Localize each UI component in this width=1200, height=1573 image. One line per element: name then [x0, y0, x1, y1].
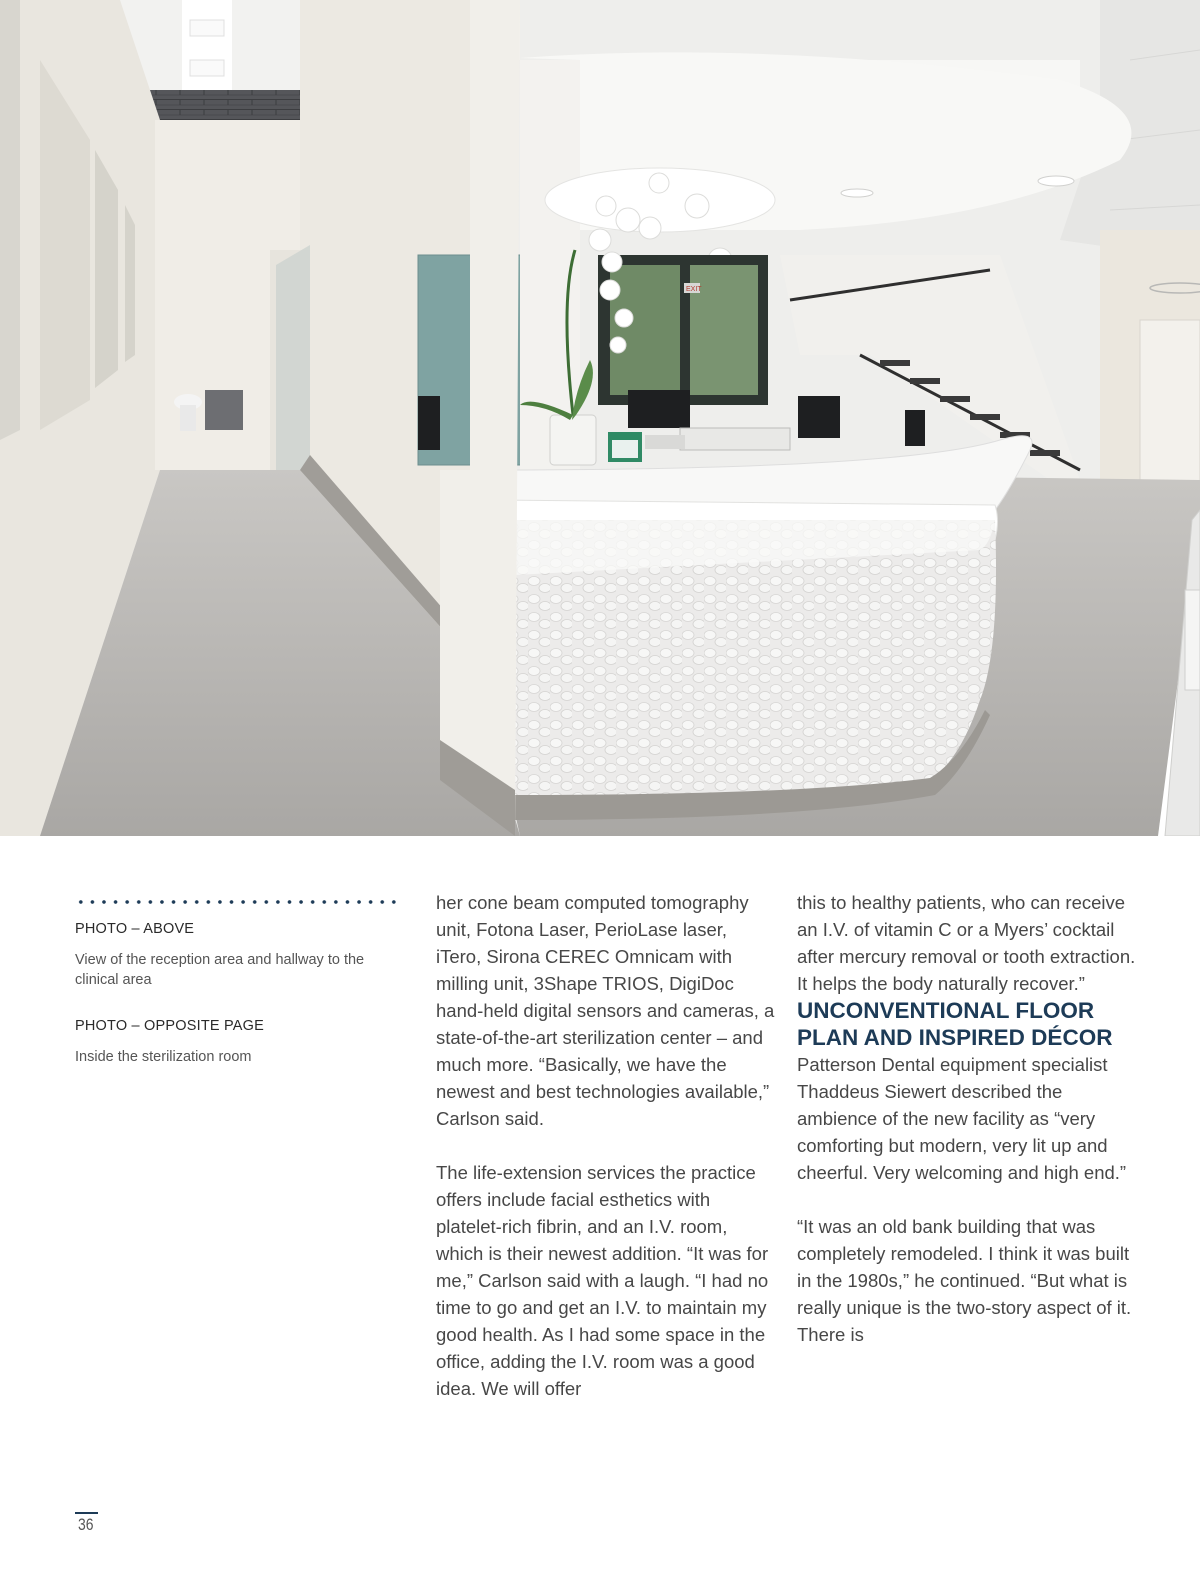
- body-paragraph: “It was an old bank building that was completely remodeled. I think it was built in the 1980s,” he continued. “But what is really unique is the two-story aspect of it. There is: [797, 1216, 1132, 1345]
- caption-text-above: View of the reception area and hallway to the clinical area: [75, 952, 365, 988]
- caption-label-above: PHOTO – ABOVE: [75, 921, 195, 937]
- article-column-2: [436, 889, 776, 1402]
- caption-dot-rule: [75, 898, 401, 906]
- section-heading: UNCONVENTIONAL FLOOR PLAN AND INSPIRED DÉCOR: [797, 998, 1113, 1050]
- page-number: 36: [78, 1515, 94, 1534]
- body-paragraph: Patterson Dental equipment specialist Thaddeus Siewert described the ambience of the new facility as “very comforting but modern, very lit up and cheerful. Very welcoming and high end.”: [797, 1054, 1127, 1183]
- body-paragraph: this to healthy patients, who can receive an I.V. of vitamin C or a Myers’ cocktail after mercury removal or tooth extraction. It helps the body naturally recover.”: [797, 892, 1136, 994]
- body-paragraph: The life-extension services the practice offers include facial esthetics with platelet-rich fibrin, and an I.V. room, which is their newest addition. “It was for me,” Carlson said with a laugh. “I had no time to go and get an I.V. to maintain my good health. As I had some space in the office, adding the I.V. room was a good idea. We will offer: [436, 1162, 769, 1399]
- exit-sign-text: EXIT: [686, 286, 702, 293]
- body-paragraph: her cone beam computed tomography unit, Fotona Laser, PerioLase laser, iTero, Sirona CEREC Omnicam with milling unit, 3Shape TRIOS, DigiDoc hand-held digital sensors and cameras, a state-of-the-art sterilization center – and much more. “Basically, we have the newest and best technologies available,” Carlson said.: [436, 892, 775, 1129]
- article-column-3: [797, 889, 1137, 1348]
- caption-label-opposite: PHOTO – OPPOSITE PAGE: [75, 1018, 264, 1034]
- caption-text-opposite: Inside the sterilization room: [75, 1049, 252, 1065]
- page-number-rule: [75, 1512, 98, 1514]
